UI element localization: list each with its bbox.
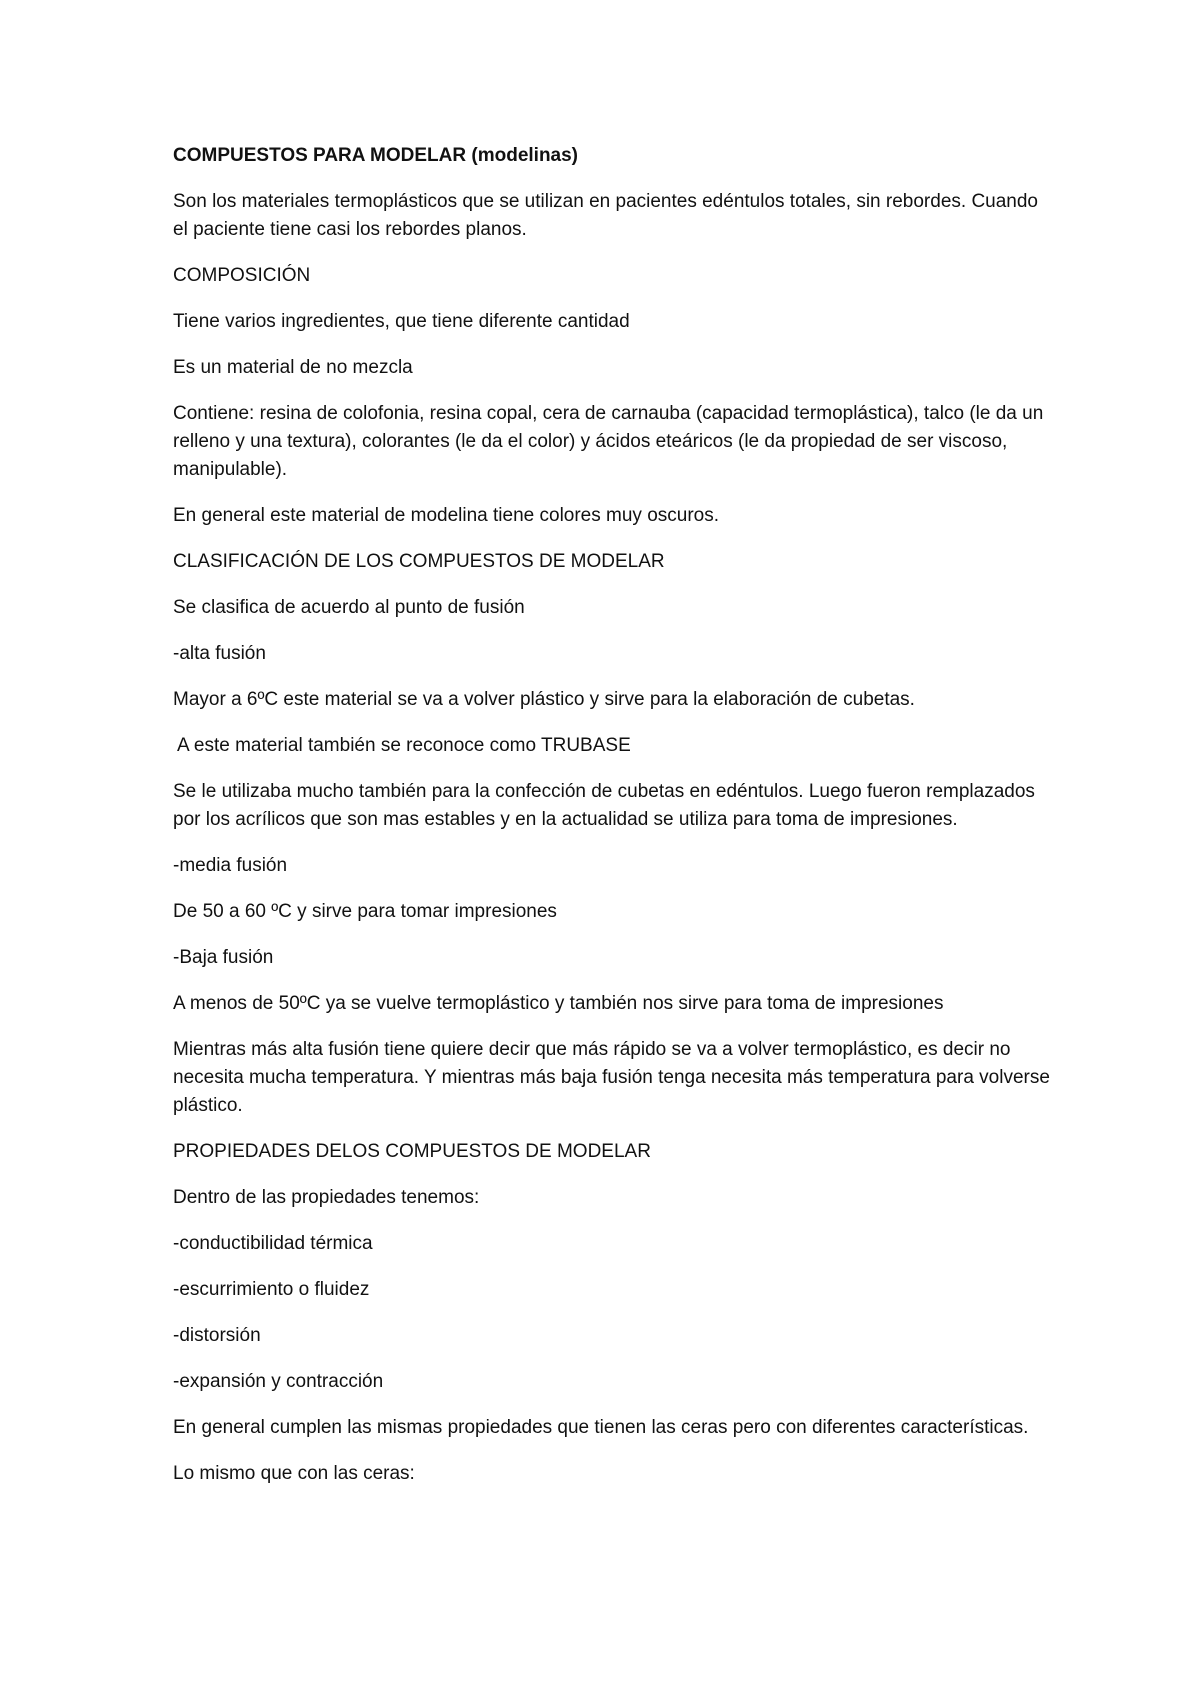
list-item-alta-fusion: -alta fusión	[173, 643, 266, 664]
paragraph: Mayor a 6ºC este material se va a volver plástico y sirve para la elaboración de cubetas.	[173, 689, 915, 710]
document-title: COMPUESTOS PARA MODELAR (modelinas)	[173, 145, 579, 166]
paragraph: A menos de 50ºC ya se vuelve termoplástico y también nos sirve para toma de impresiones	[173, 993, 944, 1014]
paragraph-contiene: Contiene: resina de colofonia, resina copal, cera de carnauba (capacidad termoplástica), talco (le da un relleno y una textura), colorantes (le da el color) y ácidos eteáricos (le da propiedad de ser viscoso, manipulable).	[173, 403, 1044, 480]
section-heading-clasificacion: CLASIFICACIÓN DE LOS COMPUESTOS DE MODELAR	[173, 551, 665, 572]
list-item: -distorsión	[173, 1325, 261, 1346]
list-item: -conductibilidad térmica	[173, 1233, 373, 1254]
paragraph-intro: Son los materiales termoplásticos que se utilizan en pacientes edéntulos totales, sin rebordes. Cuando el paciente tiene casi los rebordes planos.	[173, 191, 1039, 240]
paragraph: En general cumplen las mismas propiedades que tienen las ceras pero con diferentes características.	[173, 1417, 1029, 1438]
paragraph: Es un material de no mezcla	[173, 357, 413, 378]
document-body	[173, 142, 1053, 1506]
paragraph: Lo mismo que con las ceras:	[173, 1463, 415, 1484]
section-heading-propiedades: PROPIEDADES DELOS COMPUESTOS DE MODELAR	[173, 1141, 651, 1162]
list-item-media-fusion: -media fusión	[173, 855, 288, 876]
paragraph: Se le utilizaba mucho también para la confección de cubetas en edéntulos. Luego fueron remplazados por los acrílicos que son mas estables y en la actualidad se utiliza para toma de impresiones.	[173, 781, 1035, 830]
paragraph: Se clasifica de acuerdo al punto de fusión	[173, 597, 525, 618]
paragraph: Mientras más alta fusión tiene quiere decir que más rápido se va a volver termoplástico, es decir no necesita mucha temperatura. Y mientras más baja fusión tenga necesita más temperatura para volverse plástico.	[173, 1039, 1050, 1116]
paragraph-trubase: A este material también se reconoce como TRUBASE	[177, 735, 631, 756]
paragraph: Tiene varios ingredientes, que tiene diferente cantidad	[173, 311, 630, 332]
paragraph: De 50 a 60 ºC y sirve para tomar impresiones	[173, 901, 557, 922]
list-item-baja-fusion: -Baja fusión	[173, 947, 274, 968]
paragraph: En general este material de modelina tiene colores muy oscuros.	[173, 505, 720, 526]
paragraph: Dentro de las propiedades tenemos:	[173, 1187, 480, 1208]
list-item: -expansión y contracción	[173, 1371, 384, 1392]
section-heading-composicion: COMPOSICIÓN	[173, 265, 311, 286]
list-item: -escurrimiento o fluidez	[173, 1279, 370, 1300]
